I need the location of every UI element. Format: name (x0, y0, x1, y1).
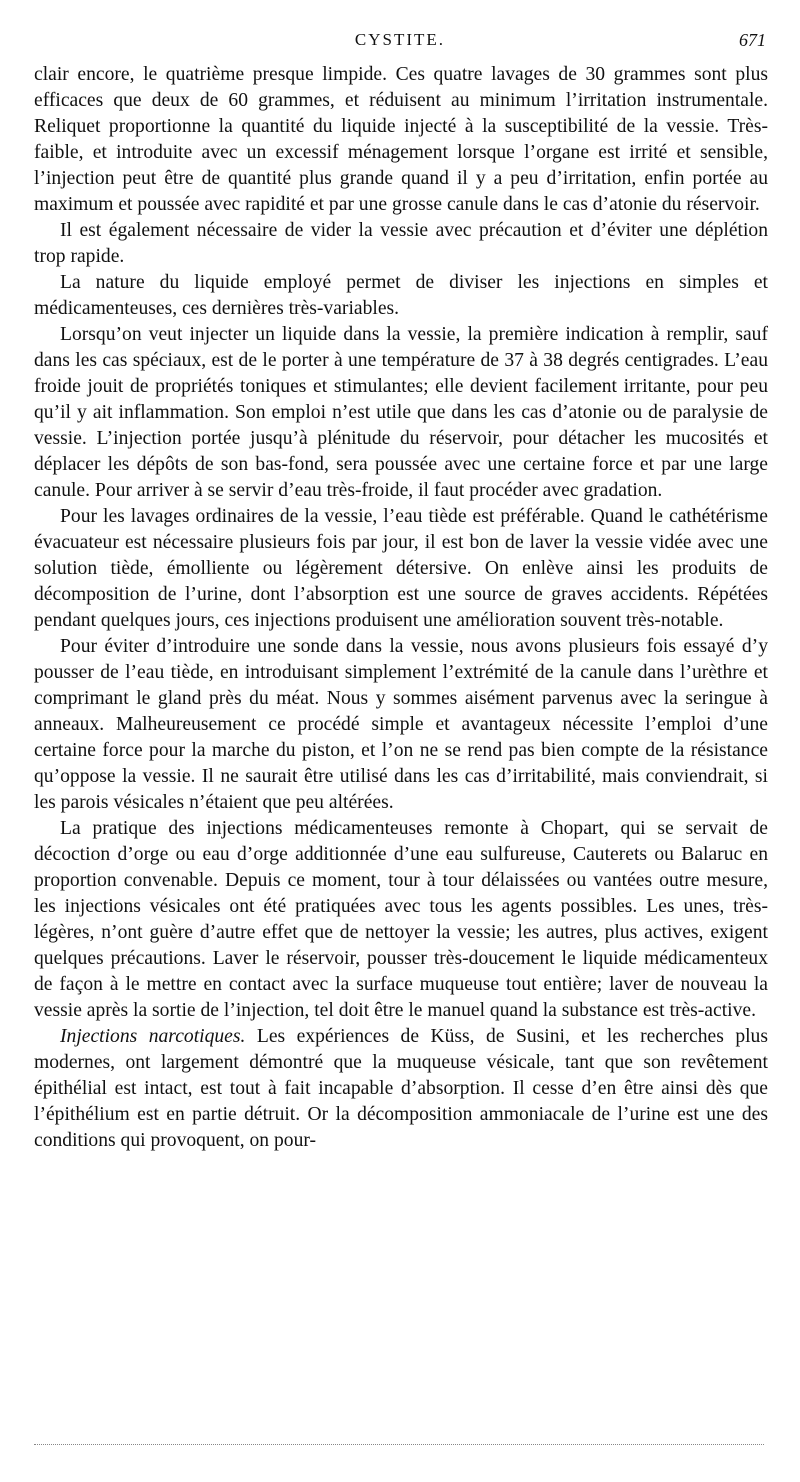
paragraph (34, 270, 768, 322)
paragraph (34, 634, 768, 816)
paragraph (34, 322, 768, 504)
body-text (34, 62, 768, 1154)
paragraph-text: Il est également nécessaire de vider la vessie avec précaution et d’éviter une déplétion trop rapide. (34, 220, 768, 267)
paragraph (34, 218, 768, 270)
paragraph-section-injections-narcotiques (34, 1024, 768, 1154)
paragraph-text: Les expériences de Küss, de Susini, et les recherches plus modernes, ont largement démontré que la muqueuse vésicale, tant que son revêtement épithélial est intact, est tout à fait incapable d’absorption. Il cesse d’en être ainsi dès que l’épithélium est en partie détruit. Or la décomposition ammoniacale de l’urine est une des conditions qui provoquent, on pour- (34, 1026, 768, 1151)
footer-dotted-rule (34, 1444, 764, 1445)
page-number: 671 (739, 30, 766, 50)
paragraph-continued (34, 62, 768, 218)
paragraph-text: La nature du liquide employé permet de diviser les injections en simples et médicamenteuses, ces dernières très-variables. (34, 272, 768, 319)
paragraph-text: Lorsqu’on veut injecter un liquide dans la vessie, la première indication à remplir, sauf dans les cas spéciaux, est de le porter à une température de 37 à 38 degrés centigrades. L’eau froide jouit de propriétés toniques et stimulantes; elle devient facilement irritante, pour peu qu’il y ait inflammation. Son emploi n’est utile que dans les cas d’atonie ou de paralysie de vessie. L’injection portée jusqu’à plénitude du réservoir, pour détacher les mucosités et déplacer les dépôts de son bas-fond, sera poussée avec une certaine force et par une large canule. Pour arriver à se servir d’eau très-froide, il faut procéder avec gradation. (34, 324, 768, 501)
page-header (34, 30, 766, 56)
paragraph-text: clair encore, le quatrième presque limpide. Ces quatre lavages de 30 grammes sont plus efficaces que deux de 60 grammes, et réduisent au minimum l’irritation instrumentale. Reliquet proportionne la quantité du liquide injecté à la susceptibilité de la vessie. Très-faible, et introduite avec un excessif ménagement lorsque l’organe est irrité et sensible, l’injection peut être de quantité plus grande quand il y a peu d’irritation, enfin portée au maximum et poussée avec rapidité et par une grosse canule dans le cas d’atonie du réservoir. (34, 64, 768, 215)
paragraph (34, 504, 768, 634)
section-lead-italic: Injections narcotiques. (60, 1026, 246, 1047)
paragraph-text: Pour les lavages ordinaires de la vessie, l’eau tiède est préférable. Quand le cathétérisme évacuateur est nécessaire plusieurs fois par jour, il est bon de laver la vessie vidée avec une solution tiède, émolliente ou légèrement détersive. On enlève ainsi les produits de décomposition de l’urine, dont l’absorption est une source de graves accidents. Répétées pendant quelques jours, ces injections produisent une amélioration souvent très-notable. (34, 506, 768, 631)
paragraph-text: La pratique des injections médicamenteuses remonte à Chopart, qui se servait de décoction d’orge ou eau d’orge additionnée d’une eau sulfureuse, Cauterets ou Balaruc en proportion convenable. Depuis ce moment, tour à tour délaissées ou vantées outre mesure, les injections vésicales ont été pratiquées avec tous les agents possibles. Les unes, très-légères, n’ont guère d’autre effet que de nettoyer la vessie; les autres, plus actives, exigent quelques précautions. Laver le réservoir, pousser très-doucement le liquide médicamenteux de façon à le mettre en contact avec la surface muqueuse tout entière; laver de nouveau la vessie après la sortie de l’injection, tel doit être le manuel quand la substance est très-active. (34, 818, 768, 1021)
paragraph-text: Pour éviter d’introduire une sonde dans la vessie, nous avons plusieurs fois essayé d’y pousser de l’eau tiède, en introduisant simplement l’extrémité de la canule dans l’urèthre et comprimant le gland près du méat. Nous y sommes aisément parvenus avec la seringue à anneaux. Malheureusement ce procédé simple et avantageux nécessite l’emploi d’une certaine force pour la marche du piston, et l’on ne se rend pas bien compte de la résistance qu’oppose la vessie. Il ne saurait être utilisé dans les cas d’irritabilité, mais conviendrait, si les parois vésicales n’étaient que peu altérées. (34, 636, 768, 813)
running-head: CYSTITE. (354, 30, 446, 49)
paragraph (34, 816, 768, 1024)
